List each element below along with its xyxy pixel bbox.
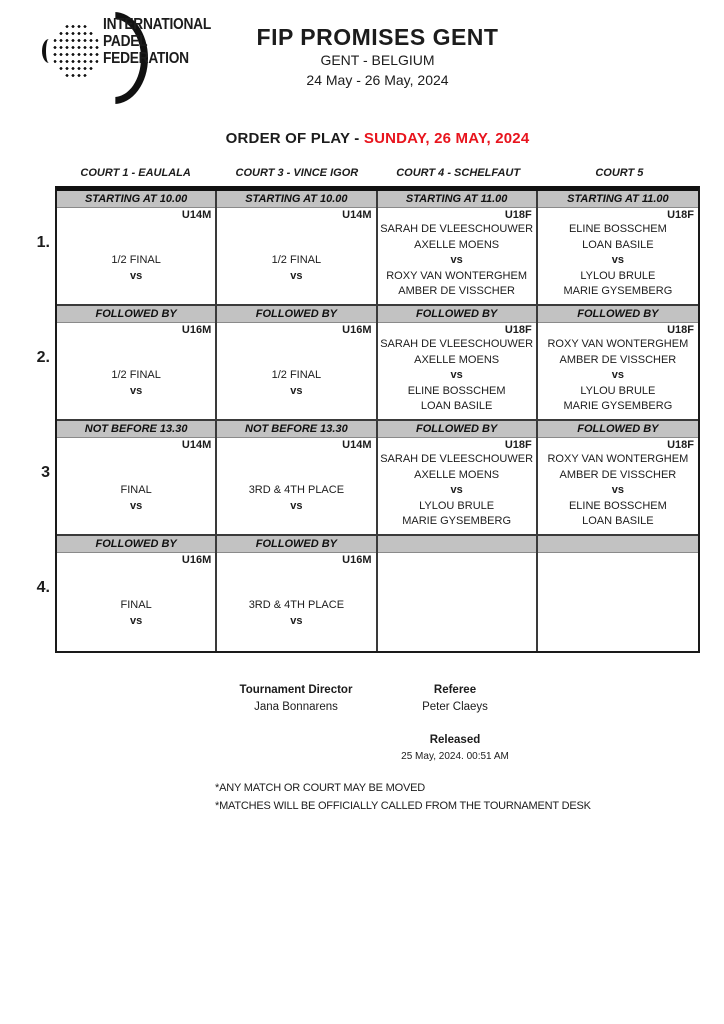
tournament-director-block xyxy=(206,682,386,716)
match-cell xyxy=(538,191,698,306)
row-number-2: 2. xyxy=(36,349,50,366)
vs-label: vs xyxy=(290,614,303,627)
vs-label: vs xyxy=(450,369,463,381)
player-name: MARIE GYSEMBERG xyxy=(402,515,512,527)
time-band: NOT BEFORE 13.30 xyxy=(57,421,215,438)
referee-name: Peter Claeys xyxy=(422,701,488,713)
time-band: STARTING AT 11.00 xyxy=(378,191,536,208)
referee-block xyxy=(365,682,545,716)
time-band: NOT BEFORE 13.30 xyxy=(217,421,375,438)
player-name: LYLOU BRULE xyxy=(580,269,656,282)
vs-label: vs xyxy=(450,484,463,496)
match-cell xyxy=(57,306,217,421)
referee-label: Referee xyxy=(433,684,477,696)
category-label: U14M xyxy=(181,439,212,451)
player-name: AMBER DE VISSCHER xyxy=(559,353,677,366)
category-label: U18F xyxy=(667,439,694,451)
time-band: FOLLOWED BY xyxy=(57,536,215,553)
court-header-1: COURT 1 - EAULALA xyxy=(80,167,191,179)
player-name: SARAH DE VLEESCHOUWER xyxy=(380,453,534,465)
player-name: AXELLE MOENS xyxy=(414,353,500,366)
match-cell xyxy=(538,306,698,421)
match-title: 1/2 FINAL xyxy=(111,369,161,381)
match-cell xyxy=(378,421,538,536)
player-name: AXELLE MOENS xyxy=(414,238,500,251)
player-name: LYLOU BRULE xyxy=(419,499,495,512)
category-label: U18F xyxy=(504,209,532,221)
vs-label: vs xyxy=(130,269,143,282)
match-title: 3RD & 4TH PLACE xyxy=(248,599,345,611)
released-label: Released xyxy=(429,734,481,746)
order-of-play-date: SUNDAY, 26 MAY, 2024 xyxy=(363,130,530,147)
time-band: STARTING AT 10.00 xyxy=(217,191,375,208)
category-label: U18F xyxy=(667,209,694,221)
player-name: SARAH DE VLEESCHOUWER xyxy=(380,223,534,235)
player-name: AMBER DE VISSCHER xyxy=(559,468,677,481)
court-header-3: COURT 3 - VINCE IGOR xyxy=(235,167,359,179)
player-name: AXELLE MOENS xyxy=(414,468,500,481)
match-cell xyxy=(217,421,377,536)
row-number-1: 1. xyxy=(36,234,50,251)
match-cell xyxy=(378,306,538,421)
schedule-table xyxy=(55,186,700,653)
empty-cell xyxy=(378,536,538,651)
row-number-4: 4. xyxy=(36,579,50,596)
time-band: FOLLOWED BY xyxy=(217,306,375,323)
time-band: FOLLOWED BY xyxy=(538,306,698,323)
court-header-row xyxy=(55,167,700,179)
match-title: FINAL xyxy=(120,599,152,611)
time-band xyxy=(538,536,698,553)
court-header-4: COURT 4 - SCHELFAUT xyxy=(396,167,521,179)
note-line: *ANY MATCH OR COURT MAY BE MOVED xyxy=(215,782,425,794)
time-band: FOLLOWED BY xyxy=(378,306,536,323)
match-cell xyxy=(378,191,538,306)
vs-label: vs xyxy=(611,254,624,266)
category-label: U14M xyxy=(342,439,372,451)
released-block xyxy=(365,732,545,766)
category-label: U14M xyxy=(181,209,212,221)
category-label: U18F xyxy=(504,324,532,336)
vs-label: vs xyxy=(130,614,143,627)
time-band: FOLLOWED BY xyxy=(217,536,375,553)
note-line: *MATCHES WILL BE OFFICIALLY CALLED FROM THE TOURNAMENT DESK xyxy=(215,800,591,812)
match-title: 1/2 FINAL xyxy=(271,254,322,266)
player-name: LOAN BASILE xyxy=(420,400,493,412)
match-cell xyxy=(217,306,377,421)
empty-cell xyxy=(538,536,698,651)
tournament-director-name: Jana Bonnarens xyxy=(254,701,338,713)
player-name: LYLOU BRULE xyxy=(580,384,656,397)
row-number-3: 3 xyxy=(41,464,50,481)
category-label: U16M xyxy=(342,324,372,336)
category-label: U14M xyxy=(342,209,372,221)
vs-label: vs xyxy=(611,369,624,381)
event-dates: 24 May - 26 May, 2024 xyxy=(306,72,449,88)
time-band: STARTING AT 11.00 xyxy=(538,191,698,208)
player-name: SARAH DE VLEESCHOUWER xyxy=(380,338,534,350)
vs-label: vs xyxy=(450,254,463,266)
event-title: FIP PROMISES GENT xyxy=(256,24,499,50)
footer-notes xyxy=(215,779,591,815)
match-cell xyxy=(538,421,698,536)
time-band: FOLLOWED BY xyxy=(57,306,215,323)
category-label: U16M xyxy=(181,554,212,566)
match-title: 3RD & 4TH PLACE xyxy=(248,484,345,496)
time-band: FOLLOWED BY xyxy=(378,421,536,438)
category-label: U16M xyxy=(342,554,372,566)
match-cell xyxy=(57,421,217,536)
time-band: STARTING AT 10.00 xyxy=(57,191,215,208)
player-name: AMBER DE VISSCHER xyxy=(398,285,515,297)
category-label: U16M xyxy=(181,324,212,336)
category-label: U18F xyxy=(667,324,694,336)
vs-label: vs xyxy=(130,499,143,512)
match-cell xyxy=(57,536,217,651)
time-band xyxy=(378,536,536,553)
player-name: ELINE BOSSCHEM xyxy=(407,384,506,397)
time-band: FOLLOWED BY xyxy=(538,421,698,438)
vs-label: vs xyxy=(130,384,143,397)
order-of-play-title xyxy=(55,130,700,147)
vs-label: vs xyxy=(611,484,624,496)
match-title: 1/2 FINAL xyxy=(271,369,322,381)
player-name: ROXY VAN WONTERGHEM xyxy=(547,453,689,465)
player-name: MARIE GYSEMBERG xyxy=(563,400,673,412)
player-name: LOAN BASILE xyxy=(582,238,654,251)
match-cell xyxy=(217,536,377,651)
player-name: ELINE BOSSCHEM xyxy=(568,499,667,512)
vs-label: vs xyxy=(290,384,303,397)
tournament-director-label: Tournament Director xyxy=(239,684,353,696)
court-header-5: COURT 5 xyxy=(595,167,644,179)
released-timestamp: 25 May, 2024. 00:51 AM xyxy=(401,751,509,762)
order-of-play-prefix: ORDER OF PLAY - xyxy=(225,130,364,147)
match-title: 1/2 FINAL xyxy=(111,254,161,266)
player-name: ROXY VAN WONTERGHEM xyxy=(547,338,689,350)
match-cell xyxy=(57,191,217,306)
match-title: FINAL xyxy=(120,484,152,496)
match-cell xyxy=(217,191,377,306)
player-name: ROXY VAN WONTERGHEM xyxy=(386,269,528,282)
vs-label: vs xyxy=(290,269,303,282)
federation-name: INTERNATIONAL PADEL FEDERATION xyxy=(103,16,211,67)
player-name: ELINE BOSSCHEM xyxy=(568,223,667,235)
category-label: U18F xyxy=(504,439,532,451)
vs-label: vs xyxy=(290,499,303,512)
player-name: MARIE GYSEMBERG xyxy=(563,285,673,297)
event-location: GENT - BELGIUM xyxy=(320,52,435,68)
player-name: LOAN BASILE xyxy=(582,515,654,527)
